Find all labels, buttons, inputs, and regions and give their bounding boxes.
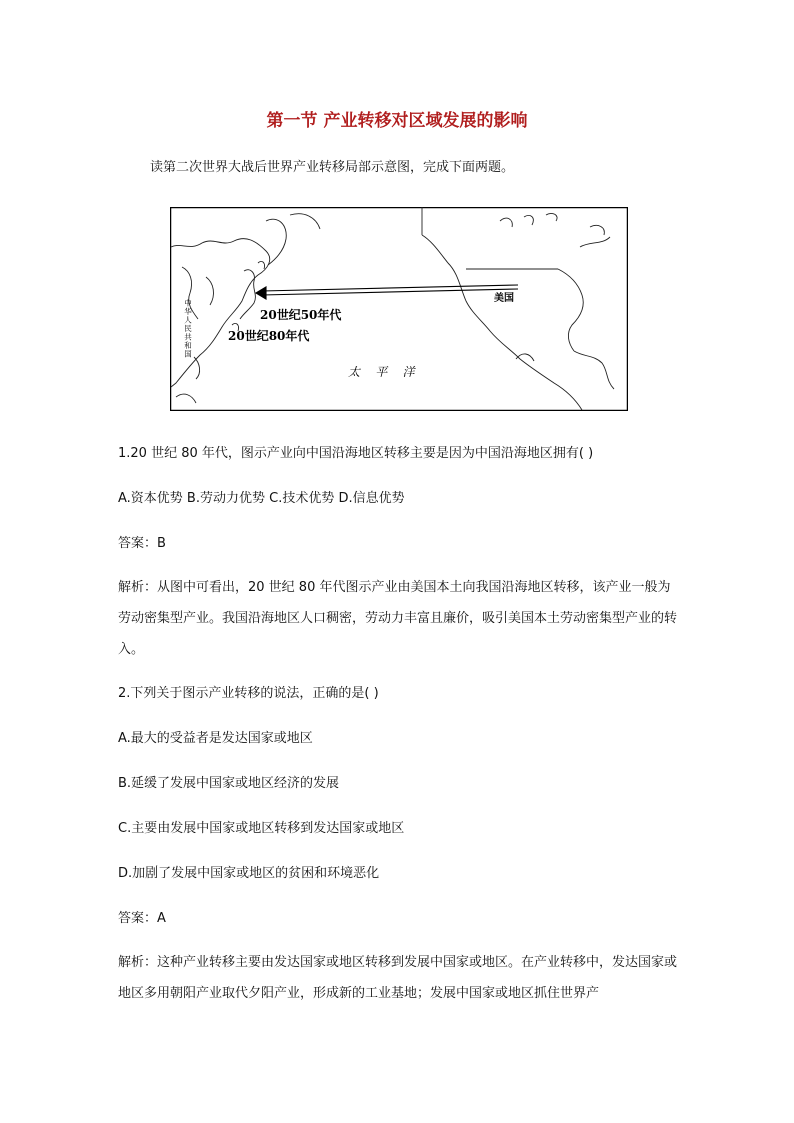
question-2-option-a: A.最大的受益者是发达国家或地区: [118, 731, 313, 746]
question-2-option-c: C.主要由发展中国家或地区转移到发达国家或地区: [118, 821, 405, 836]
analysis-2: 解析：这种产业转移主要由发达国家或地区转移到发展中国家或地区。在产业转移中，发达国家或地区多用朝阳产业取代夕阳产业，形成新的工业基地；发展中国家或地区抓住世界产: [118, 955, 678, 1001]
question-1: 1.20 世纪 80 年代，图示产业向中国沿海地区转移主要是因为中国沿海地区拥有( ): [118, 446, 594, 461]
page-title: 第一节 产业转移对区域发展的影响: [266, 111, 528, 131]
label-50s: 20世纪50年代: [260, 308, 342, 322]
answer-1: 答案：B: [118, 536, 166, 551]
label-80s: 20世纪80年代: [228, 329, 310, 343]
intro-text: 读第二次世界大战后世界产业转移局部示意图，完成下面两题。: [150, 160, 515, 175]
usa-label: 美国: [494, 293, 514, 304]
answer-2: 答案：A: [118, 911, 166, 926]
question-2-option-d: D.加剧了发展中国家或地区的贫困和环境恶化: [118, 866, 380, 881]
pacific-ocean-label: 太 平 洋: [348, 365, 415, 379]
question-2: 2.下列关于图示产业转移的说法，正确的是( ): [118, 686, 379, 701]
question-1-options: A.资本优势 B.劳动力优势 C.技术优势 D.信息优势: [118, 491, 405, 506]
industry-transfer-map: [170, 207, 628, 411]
china-vertical-label: 中华人民共和国: [183, 299, 193, 359]
question-2-option-b: B.延缓了发展中国家或地区经济的发展: [118, 776, 340, 791]
analysis-1: 解析：从图中可看出，20 世纪 80 年代图示产业由美国本土向我国沿海地区转移，该产业一般为劳动密集型产业。我国沿海地区人口稠密，劳动力丰富且廉价，吸引美国本土劳动密集型产业的转入。: [118, 580, 678, 657]
